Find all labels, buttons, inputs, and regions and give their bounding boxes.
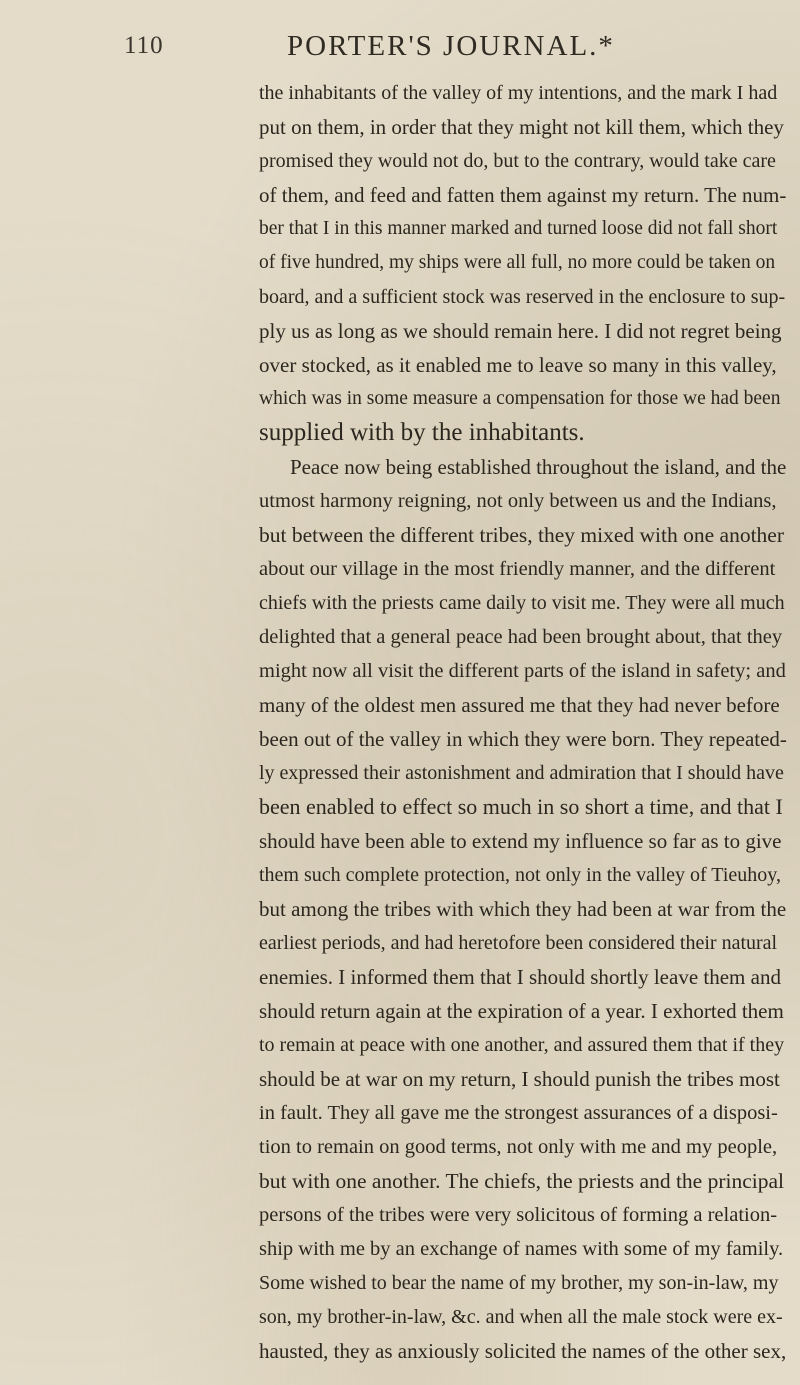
text-line: persons of the tribes were very solicitous of forming a relation- — [259, 1204, 778, 1226]
text-line: been enabled to effect so much in so short a time, and that I — [259, 794, 783, 819]
text-line: in fault. They all gave me the strongest assurances of a disposi- — [259, 1102, 778, 1124]
text-line: but among the tribes with which they had been at war from the — [259, 897, 787, 921]
text-line: which was in some measure a compensation for those we had been — [259, 388, 781, 409]
text-line: of them, and feed and fatten them against my return. The num- — [259, 183, 787, 207]
text-line: been out of the valley in which they were born. They repeated- — [259, 727, 787, 751]
page-number: 110 — [124, 32, 164, 59]
text-line: ber that I in this manner marked and turned loose did not fall short — [259, 218, 778, 239]
paragraph-start-line: Peace now being established throughout the island, and the — [290, 455, 787, 479]
running-head — [124, 24, 684, 64]
text-line: delighted that a general peace had been brought about, that they — [259, 626, 783, 648]
text-line: should return again at the expiration of a year. I exhorted them — [259, 999, 784, 1023]
text-line: tion to remain on good terms, not only with me and my people, — [259, 1136, 778, 1158]
text-line: chiefs with the priests came daily to visit me. They were all much — [259, 592, 785, 614]
text-line: to remain at peace with one another, and assured them that if they — [259, 1034, 785, 1056]
text-line: enemies. I informed them that I should shortly leave them and — [259, 965, 781, 989]
text-line: earliest periods, and had heretofore been considered their natural — [259, 932, 778, 954]
text-line: should be at war on my return, I should punish the tribes most — [259, 1067, 780, 1091]
text-line: promised they would not do, but to the contrary, would take care — [259, 150, 776, 172]
text-line: board, and a sufficient stock was reserved in the enclosure to sup- — [259, 286, 786, 308]
text-line: Some wished to bear the name of my brother, my son-in-law, my — [259, 1272, 779, 1294]
text-line: the inhabitants of the valley of my intentions, and the mark I had — [259, 82, 778, 104]
text-line: ship with me by an exchange of names with some of my family. — [259, 1238, 784, 1260]
text-line: over stocked, as it enabled me to leave so many in this valley, — [259, 353, 777, 377]
text-line: might now all visit the different parts of the island in safety; and — [259, 660, 786, 682]
text-line: them such complete protection, not only in the valley of Tieuhoy, — [259, 864, 781, 886]
text-line: should have been able to extend my influence so far as to give — [259, 829, 782, 853]
text-line: supplied with by the inhabitants. — [259, 419, 585, 446]
text-line: about our village in the most friendly manner, and the different — [259, 558, 776, 580]
text-line: many of the oldest men assured me that they had never before — [259, 693, 780, 717]
journal-title: PORTER'S JOURNAL.* — [287, 30, 615, 62]
text-line: but between the different tribes, they mixed with one another — [259, 523, 784, 547]
text-line: put on them, in order that they might not kill them, which they — [259, 115, 784, 139]
text-line: of five hundred, my ships were all full, no more could be taken on — [259, 252, 776, 273]
text-line: hausted, they as anxiously solicited the names of the other sex, — [259, 1339, 787, 1363]
text-line: ly expressed their astonishment and admiration that I should have — [259, 762, 784, 784]
text-line: utmost harmony reigning, not only between us and the Indians, — [259, 490, 777, 512]
text-line: but with one another. The chiefs, the priests and the principal — [259, 1169, 785, 1193]
text-line: son, my brother-in-law, &c. and when all the male stock were ex- — [259, 1306, 783, 1328]
text-line: ply us as long as we should remain here. I did not regret being — [259, 319, 782, 343]
